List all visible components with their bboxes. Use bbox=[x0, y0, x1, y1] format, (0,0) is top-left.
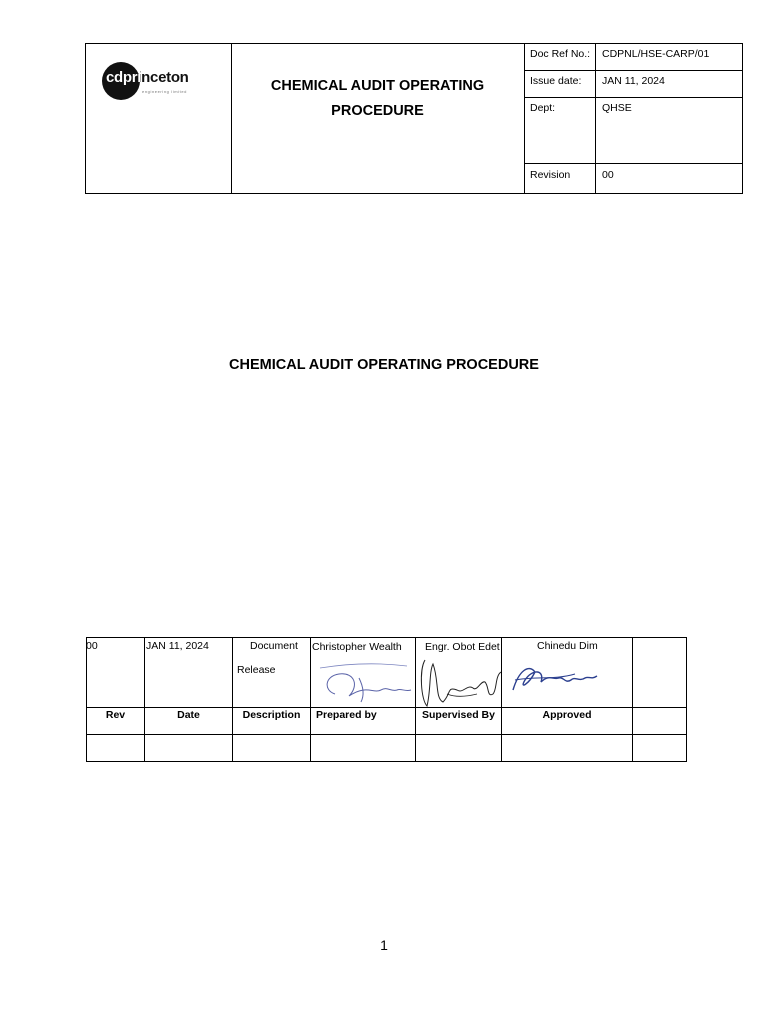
cell-prepared-by: Christopher Wealth bbox=[312, 641, 402, 653]
column-header-prepared-by: Prepared by bbox=[316, 709, 377, 721]
meta-value: 00 bbox=[602, 169, 614, 181]
logo-text: cdprinceton bbox=[106, 69, 189, 86]
header-title-line1: CHEMICAL AUDIT OPERATING bbox=[270, 78, 485, 94]
meta-label: Doc Ref No.: bbox=[524, 44, 596, 70]
meta-label: Dept: bbox=[524, 98, 596, 163]
meta-value: CDPNL/HSE-CARP/01 bbox=[602, 48, 710, 60]
logo-cell bbox=[86, 44, 232, 193]
logo-tagline: engineering limited bbox=[142, 89, 187, 94]
cell-supervised-by: Engr. Obot Edet bbox=[425, 641, 500, 653]
revision-table bbox=[86, 637, 687, 762]
table-divider bbox=[87, 734, 686, 735]
table-divider bbox=[632, 638, 633, 761]
meta-label: Issue date: bbox=[524, 71, 596, 97]
cell-description-line2: Release bbox=[237, 664, 276, 676]
meta-value: QHSE bbox=[602, 102, 632, 114]
signature-supervised-by bbox=[417, 650, 507, 710]
table-divider bbox=[415, 638, 416, 761]
column-header-description: Description bbox=[242, 709, 301, 721]
signature-prepared-by bbox=[315, 650, 415, 706]
column-header-approved: Approved bbox=[542, 709, 592, 721]
page-title: CHEMICAL AUDIT OPERATING PROCEDURE bbox=[229, 357, 539, 373]
cell-description-line1: Document bbox=[250, 640, 298, 652]
meta-row-issue-date bbox=[524, 71, 742, 98]
header-title-line2: PROCEDURE bbox=[331, 103, 424, 119]
meta-row-revision bbox=[524, 164, 742, 193]
meta-row-dept bbox=[524, 98, 742, 164]
header-title-cell bbox=[231, 44, 525, 193]
meta-label: Revision bbox=[524, 164, 596, 193]
cell-date: JAN 11, 2024 bbox=[146, 640, 209, 652]
column-header-supervised-by: Supervised By bbox=[422, 709, 495, 721]
meta-row-doc-ref bbox=[524, 44, 742, 71]
column-header-rev: Rev bbox=[105, 709, 126, 721]
document-meta-table bbox=[524, 44, 742, 193]
table-divider bbox=[232, 638, 233, 761]
table-divider bbox=[310, 638, 311, 761]
cell-approved: Chinedu Dim bbox=[537, 640, 598, 652]
page-number: 1 bbox=[380, 937, 388, 953]
company-logo bbox=[102, 60, 202, 104]
signature-approved bbox=[505, 650, 605, 700]
cell-rev: 00 bbox=[86, 640, 98, 652]
column-header-date: Date bbox=[177, 709, 200, 721]
document-header bbox=[85, 43, 743, 194]
table-divider bbox=[87, 707, 686, 708]
meta-value: JAN 11, 2024 bbox=[602, 75, 665, 87]
table-divider bbox=[144, 638, 145, 761]
